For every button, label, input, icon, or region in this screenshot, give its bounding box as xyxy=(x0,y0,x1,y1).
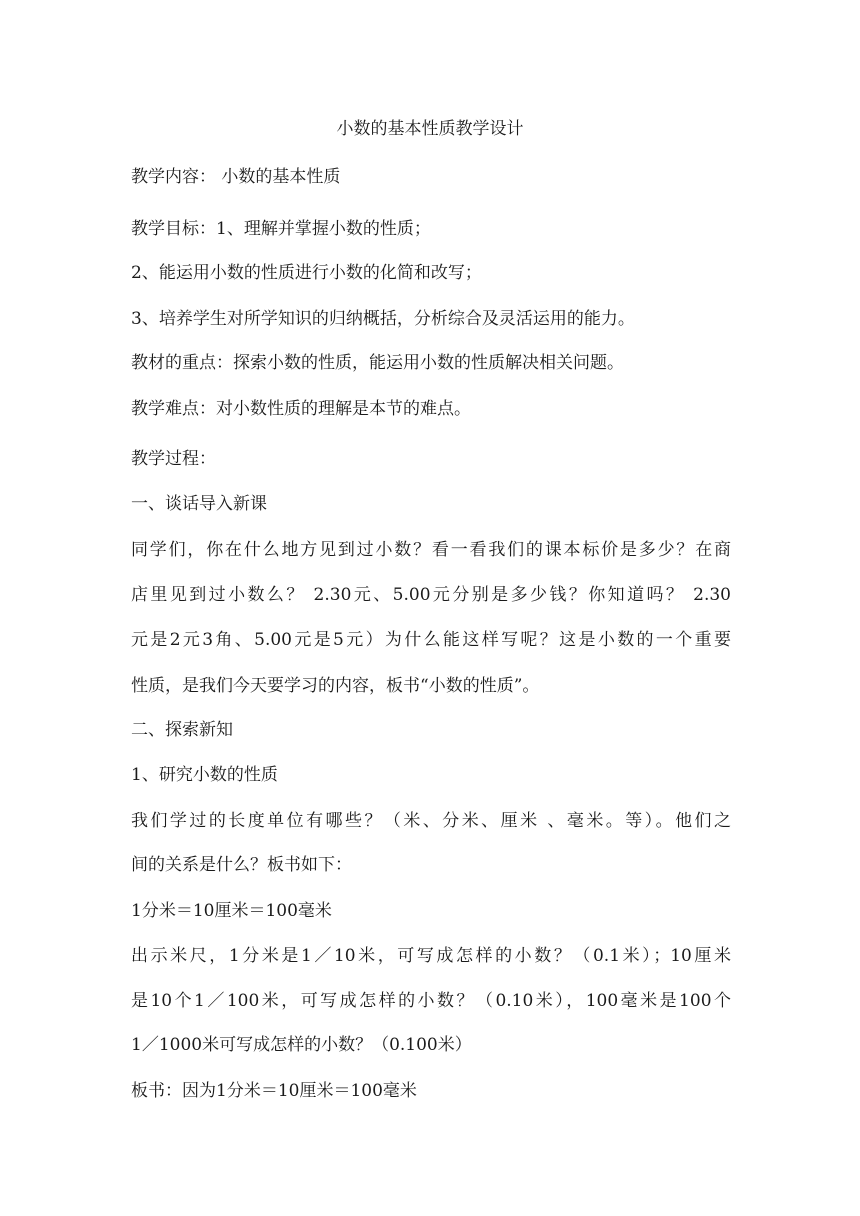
paragraph-3-line-2: 是10个1／100米，可写成怎样的小数？（0.10米），100毫米是100个 xyxy=(131,991,731,1011)
document-title: 小数的基本性质教学设计 xyxy=(336,119,524,139)
key-points-line: 教材的重点：探索小数的性质，能运用小数的性质解决相关问题。 xyxy=(131,353,624,373)
board-writing-line: 板书：因为1分米＝10厘米＝100毫米 xyxy=(131,1081,417,1101)
teaching-objective-2: 2、能运用小数的性质进行小数的化简和改写； xyxy=(131,263,482,283)
paragraph-2-line-1: 我们学过的长度单位有哪些？（米、分米、厘米 、毫米。等）。他们之 xyxy=(131,811,731,831)
teaching-objective-3: 3、培养学生对所学知识的归纳概括，分析综合及灵活运用的能力。 xyxy=(131,309,635,329)
teaching-process-heading: 教学过程： xyxy=(131,449,216,469)
teaching-content-line: 教学内容： 小数的基本性质 xyxy=(131,167,341,187)
paragraph-3-line-1: 出示米尺，1分米是1／10米，可写成怎样的小数？（0.1米）；10厘米 xyxy=(131,946,731,966)
difficulty-line: 教学难点：对小数性质的理解是本节的难点。 xyxy=(131,399,471,419)
teaching-objective-1: 教学目标：1、理解并掌握小数的性质； xyxy=(131,219,431,239)
subsection-1-heading: 1、研究小数的性质 xyxy=(131,765,278,785)
paragraph-1-line-3: 元是2元3角、5.00元是5元）为什么能这样写呢？这是小数的一个重要 xyxy=(131,630,731,650)
paragraph-1-line-4: 性质，是我们今天要学习的内容，板书“小数的性质”。 xyxy=(131,676,540,696)
section-1-heading: 一、谈话导入新课 xyxy=(131,494,267,514)
equation-line: 1分米＝10厘米＝100毫米 xyxy=(131,901,332,921)
paragraph-1-line-1: 同学们，你在什么地方见到过小数？看一看我们的课本标价是多少？在商 xyxy=(131,540,731,560)
paragraph-3-line-3: 1／1000米可写成怎样的小数？（0.100米） xyxy=(131,1035,472,1055)
paragraph-2-line-2: 间的关系是什么？板书如下： xyxy=(131,855,352,875)
section-2-heading: 二、探索新知 xyxy=(131,720,233,740)
paragraph-1-line-2: 店里见到过小数么？ 2.30元、5.00元分别是多少钱？你知道吗？ 2.30 xyxy=(131,585,731,605)
